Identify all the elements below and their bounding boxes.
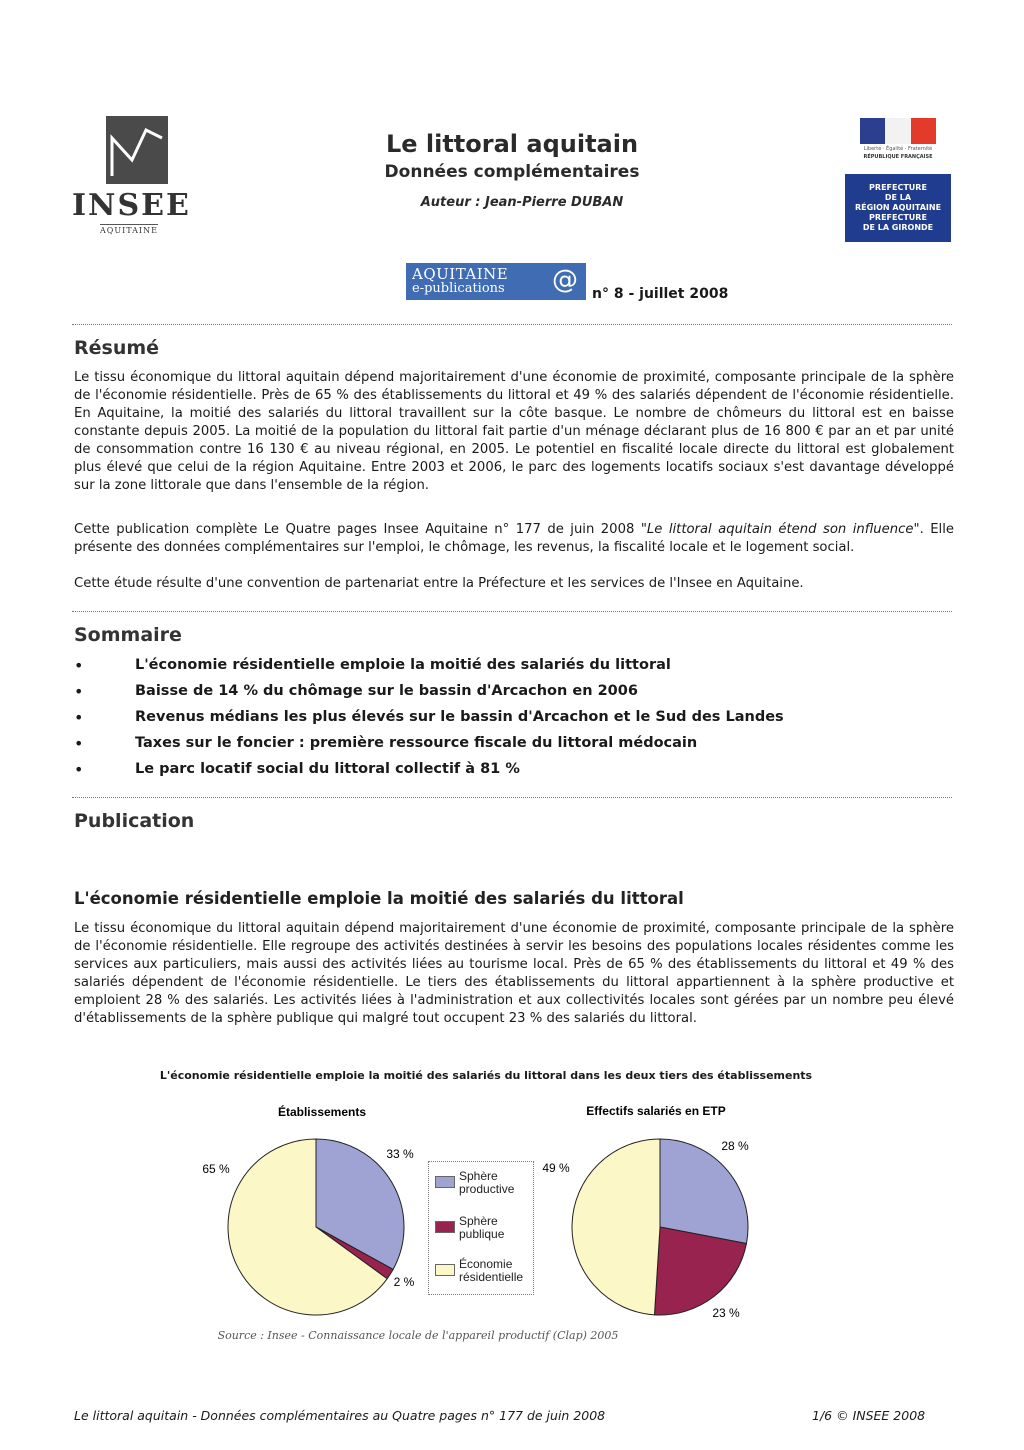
data-label: 23 %	[712, 1306, 740, 1320]
resume-paragraph-2	[74, 521, 954, 557]
toc-item[interactable]: L'économie résidentielle emploie la moitié des salariés du littoral	[135, 657, 671, 673]
section-paragraph: Le tissu économique du littoral aquitain dépend majoritairement d'une économie de proximité, composante principale de la sphère de l'économie résidentielle. Elle regroupe des activités destinées à servir les besoins des populations locales résidentes comme les services aux particuliers, mais aussi des activités liées au tourisme local. Près de 65 % des établissements du littoral et 49 % des salariés dépendent de l'économie résidentielle. Le tiers des établissements du littoral appartiennent à la sphère productive et emploient 28 % des salariés. Les activités liées à l'administration et aux collectivités locales sont gérées par un nombre peu élevé d'établissements de la sphère publique qui malgré tout occupent 23 % des salariés du littoral.	[74, 921, 954, 1026]
rf-motto: Liberté · Égalité · Fraternité	[863, 146, 933, 152]
divider	[72, 324, 952, 325]
banner-line1: AQUITAINE	[412, 265, 509, 283]
data-label: 65 %	[202, 1162, 230, 1176]
legend-label: Sphère productive	[459, 1169, 515, 1196]
document-author: Auteur : Jean-Pierre DUBAN	[420, 195, 624, 210]
data-label: 2 %	[393, 1275, 415, 1289]
bullet: •	[74, 734, 84, 753]
toc-item[interactable]: Revenus médians les plus élevés sur le bassin d'Arcachon et le Sud des Landes	[135, 709, 784, 725]
legend-label: Économie résidentielle	[459, 1257, 524, 1284]
aquitaine-epublications-banner	[406, 263, 586, 300]
pie-slice-economie-residentielle	[572, 1139, 660, 1315]
resume-paragraph-3: Cette étude résulte d'une convention de partenariat entre la Préfecture et les services de l'Insee en Aquitaine.	[74, 576, 804, 591]
legend-label: Sphère publique	[459, 1214, 505, 1241]
toc-item[interactable]: Le parc locatif social du littoral collectif à 81 %	[135, 761, 520, 777]
legend-swatch	[435, 1221, 455, 1233]
prefecture-line: DE LA	[884, 193, 912, 202]
banner-line2: e-publications	[412, 281, 505, 296]
resume-p2-text-end: . Elle présente des données complémentaires sur l'emploi, le chômage, les revenus, la fiscalité locale et le logement social.	[74, 522, 954, 555]
resume-title: Résumé	[74, 337, 160, 359]
footer-right: 1/6 © INSEE 2008	[812, 1408, 926, 1423]
section-heading: L'économie résidentielle emploie la moitié des salariés du littoral	[74, 889, 684, 908]
document-subtitle: Données complémentaires	[384, 162, 640, 182]
bullet: •	[74, 682, 84, 701]
publication-title: Publication	[74, 810, 195, 832]
chart-legend	[428, 1161, 534, 1295]
toc-item[interactable]: Taxes sur le foncier : première ressource fiscale du littoral médocain	[135, 735, 698, 751]
prefecture-logo	[845, 174, 951, 242]
pie-subtitle-etablissements: Établissements	[277, 1105, 367, 1119]
prefecture-line: PREFECTURE	[869, 213, 927, 222]
divider	[72, 797, 952, 798]
rf-name: RÉPUBLIQUE FRANÇAISE	[863, 154, 933, 160]
pie-effectifs	[572, 1139, 748, 1315]
divider	[72, 611, 952, 612]
resume-p2-text: Cette publication complète Le Quatre pages Insee Aquitaine n° 177 de juin 2008	[74, 522, 641, 537]
chart-title: L'économie résidentielle emploie la moitié des salariés du littoral dans les deux tiers des établissements	[159, 1069, 813, 1082]
bullet: •	[74, 760, 84, 779]
prefecture-line: DE LA GIRONDE	[862, 223, 934, 232]
sommaire-title: Sommaire	[74, 624, 182, 646]
at-icon: @	[552, 265, 578, 295]
resume-paragraph: Le tissu économique du littoral aquitain dépend majoritairement d'une économie de proximité, composante principale de la sphère de l'économie résidentielle. Près de 65 % des établissements du littoral et 49 % des salariés dépendent de l'économie résidentielle. En Aquitaine, la moitié des salariés du littoral travaillent sur la côte basque. Le nombre de chômeurs du littoral est en baisse constante depuis 2005. La moitié de la population du littoral fait partie d'un ménage déclarant plus de 16 800 € par an et par unité de consommation contre 16 130 € au niveau régional, en 2005. Le potentiel en fiscalité locale directe du littoral est globalement plus élevé que celui de la région Aquitaine. Entre 2003 et 2006, le parc des logements locatifs sociaux s'est davantage développé sur la zone littorale que dans l'ensemble de la région.	[74, 370, 954, 493]
issue-number: n° 8 - juillet 2008	[592, 286, 729, 302]
data-label: 33 %	[386, 1147, 414, 1161]
resume-p2-title: "Le littoral aquitain étend son influence"	[640, 522, 920, 537]
data-label: 28 %	[721, 1139, 749, 1153]
insee-logo-text: INSEE	[72, 188, 191, 223]
legend-swatch	[435, 1176, 455, 1188]
insee-logo-sub: AQUITAINE	[100, 226, 158, 235]
pie-etablissements	[228, 1139, 404, 1315]
toc-item[interactable]: Baisse de 14 % du chômage sur le bassin d'Arcachon en 2006	[135, 683, 638, 699]
republique-francaise-logo	[860, 118, 936, 144]
bullet: •	[74, 656, 84, 675]
data-label: 49 %	[542, 1161, 570, 1175]
legend-swatch	[435, 1264, 455, 1276]
pie-subtitle-effectifs: Effectifs salariés en ETP	[586, 1104, 726, 1118]
bullet: •	[74, 708, 84, 727]
prefecture-line: PREFECTURE	[869, 183, 927, 192]
document-title: Le littoral aquitain	[385, 130, 639, 158]
pie-slice-sphere-productive	[660, 1139, 748, 1243]
chart-source: Source : Insee - Connaissance locale de l'appareil productif (Clap) 2005	[217, 1329, 619, 1342]
prefecture-line: RÉGION AQUITAINE	[854, 203, 942, 212]
footer-left: Le littoral aquitain - Données complémentaires au Quatre pages n° 177 de juin 2008	[74, 1408, 606, 1423]
